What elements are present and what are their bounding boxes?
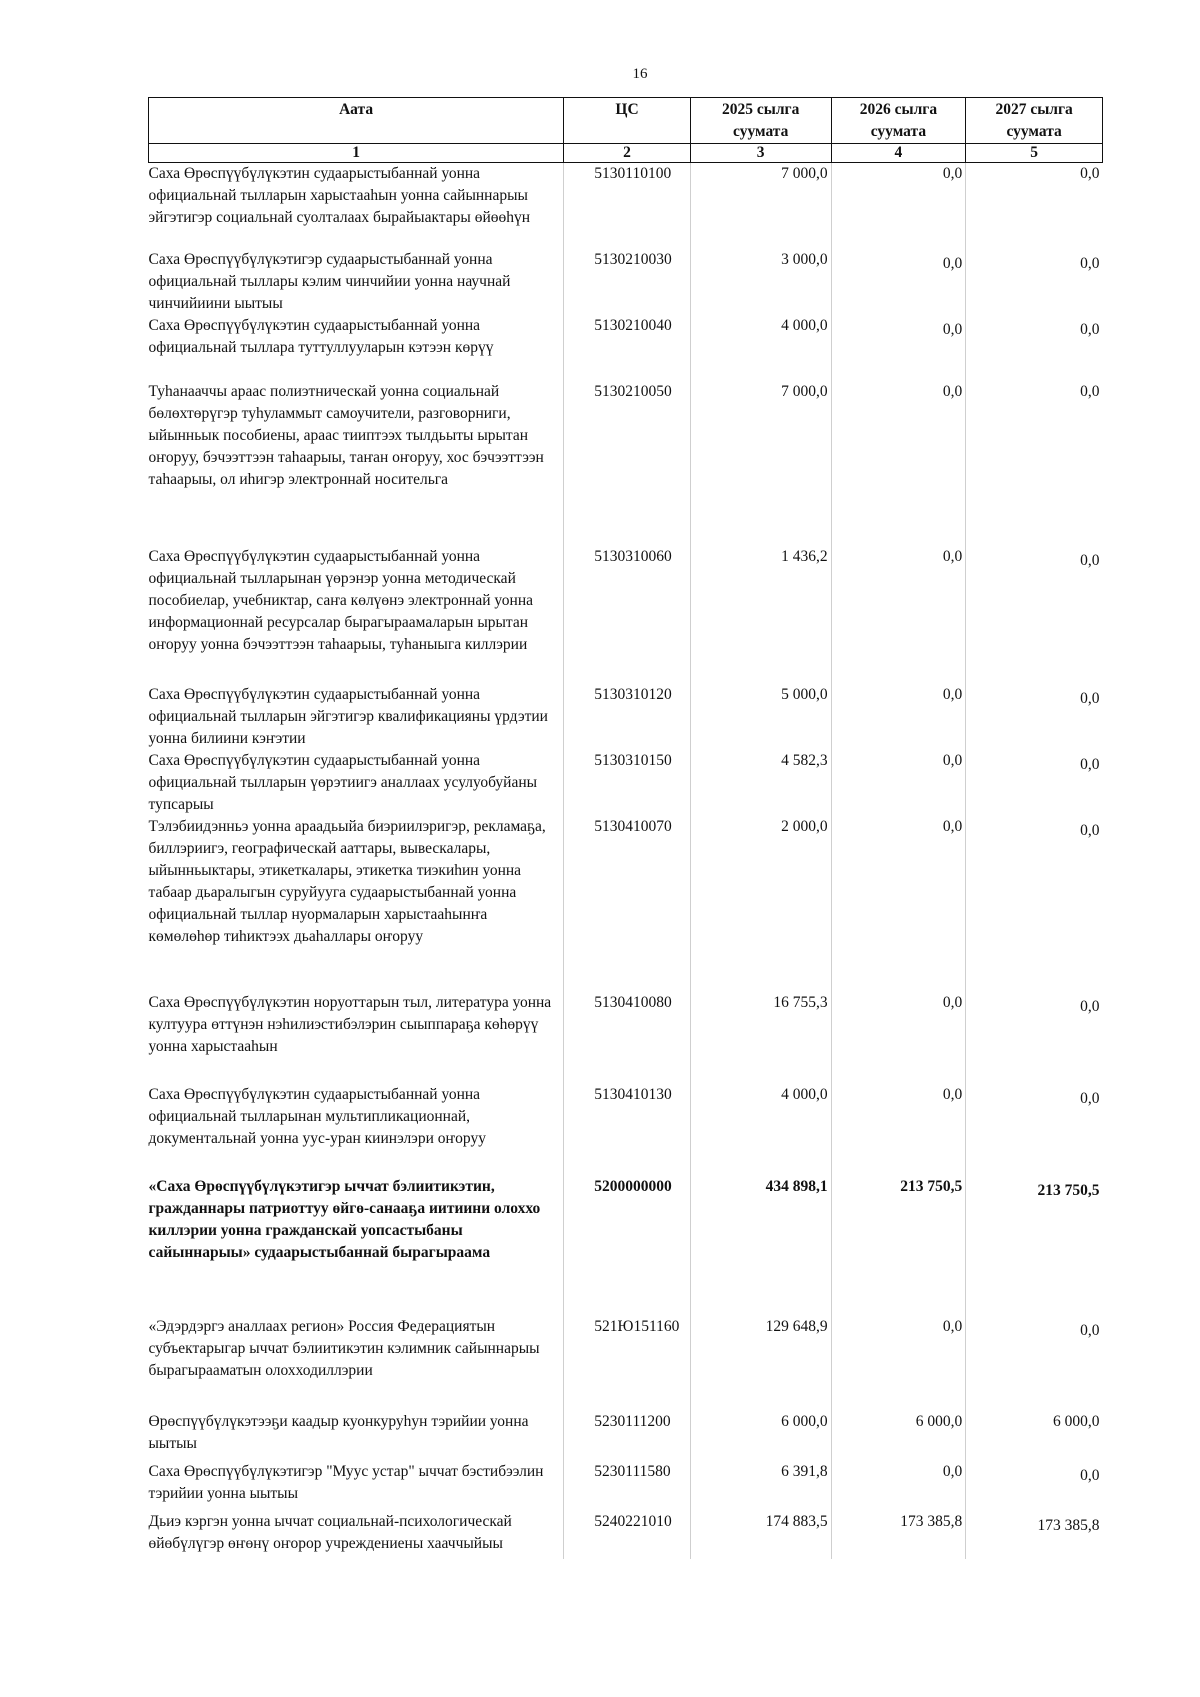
row-amount-2027: 0,0 bbox=[966, 816, 1103, 992]
table-row bbox=[149, 1176, 1103, 1316]
table-body bbox=[149, 163, 1103, 1559]
table-row bbox=[149, 1316, 1103, 1411]
row-name: Саха Өрөспүүбүлүкэтин судаарыстыбаннай уонна официальнай тылларын харыстааһын уонна сайыннарыы эйгэтигэр социальнай суолталаах бырайыактары өйөөһүн bbox=[148, 165, 531, 226]
header-code: ЦС bbox=[564, 98, 691, 144]
row-amount-2027: 0,0 bbox=[966, 992, 1103, 1084]
table-row bbox=[149, 750, 1103, 816]
row-amount-2025: 6 391,8 bbox=[690, 1461, 831, 1511]
row-amount-2025: 3 000,0 bbox=[690, 249, 831, 315]
row-amount-2025: 4 000,0 bbox=[690, 1084, 831, 1176]
row-amount-2025: 7 000,0 bbox=[690, 381, 831, 546]
row-name: Саха Өрөспүүбүлүкэтин судаарыстыбаннай уонна официальнай тылларын эйгэтигэр квалификацияны үрдэтии уонна билиини кэҥэтии bbox=[148, 685, 548, 747]
row-name: «Саха Өрөспүүбүлүкэтигэр ыччат бэлиитикэтин, гражданнары патриоттуу өйгө-санааҕа иитиини олоххо киллэрии уонна гражданскай уопсастыбаны сайыннарыы» судаарыстыбаннай бырагыраама bbox=[148, 1177, 541, 1261]
row-amount-2026: 0,0 bbox=[831, 546, 966, 684]
row-name: Туһанааччы араас полиэтническай уонна социальнай бөлөхтөрүгэр туһуламмыт самоучители, разговорниги, ыйынньык пособиены, араас тииптээх тылдьыты ырытан оҥоруу, бэчээттээн таһаарыы, таҥан оҥоруу, хос бэчээттээн таһаарыы, ол иһигэр электроннай носительга bbox=[148, 382, 544, 488]
header-year-2025: 2025 сылга суумата bbox=[690, 98, 831, 144]
column-number: 1 bbox=[149, 144, 564, 163]
row-amount-2025: 4 000,0 bbox=[690, 315, 831, 381]
row-code: 5130410130 bbox=[564, 1084, 691, 1176]
row-amount-2025: 16 755,3 bbox=[690, 992, 831, 1084]
row-amount-2026: 0,0 bbox=[831, 1084, 966, 1176]
row-amount-2027: 0,0 bbox=[966, 1316, 1103, 1411]
table-row bbox=[149, 1511, 1103, 1559]
row-amount-2026: 0,0 bbox=[831, 750, 966, 816]
row-name: «Эдэрдэргэ аналлаах регион» Россия Федерациятын субъектарыгар ыччат бэлиитикэтин кэлимник сайыннарыы бырагырааматын олохходиллэрии bbox=[148, 1317, 540, 1379]
table-row bbox=[149, 684, 1103, 750]
row-amount-2027: 0,0 bbox=[966, 684, 1103, 750]
budget-table bbox=[148, 97, 1103, 1559]
row-name: Саха Өрөспүүбүлүкэтин судаарыстыбаннай уонна официальнай тылларынан мультипликационнай, документальнай уонна уус-уран киинэлэри оҥоруу bbox=[148, 1085, 486, 1147]
row-code: 5130310060 bbox=[564, 546, 691, 684]
row-amount-2027: 6 000,0 bbox=[966, 1411, 1103, 1461]
row-name: Дьиэ кэргэн уонна ыччат социальнай-психологическай өйөбүлүгэр өҥөнү оҥорор учреждениены хааччыйыы bbox=[148, 1512, 512, 1552]
column-number: 2 bbox=[564, 144, 691, 163]
table-row bbox=[149, 1084, 1103, 1176]
row-code: 5200000000 bbox=[564, 1176, 691, 1316]
row-amount-2027: 0,0 bbox=[966, 1084, 1103, 1176]
row-code: 5130210030 bbox=[564, 249, 691, 315]
row-name: Тэлэбиидэнньэ уонна араадьыйа биэриилэригэр, рекламаҕа, биллэриигэ, географическай ааттары, вывескалары, ыйынньыктары, этикеткалары, этикетка тиэкиһин уонна табаар дьаралыгын суруйууга судаарыстыбаннай уонна официальнай тыллар нуормаларын харыстааһынҥа көмөлөһөр тиһиктээх дьаһаллары оҥоруу bbox=[148, 817, 546, 945]
row-amount-2026: 173 385,8 bbox=[831, 1511, 966, 1559]
row-code: 5130110100 bbox=[564, 163, 691, 249]
row-code: 5240221010 bbox=[564, 1511, 691, 1559]
row-amount-2026: 0,0 bbox=[831, 315, 966, 381]
row-name: Саха Өрөспүүбүлүкэтин норуоттарын тыл, литература уонна култуура өттүнэн нэһилиэстибэлэрин сыыппараҕа көһөрүү уонна харыстааһын bbox=[148, 993, 552, 1055]
row-amount-2027: 0,0 bbox=[966, 381, 1103, 546]
header-year-2027: 2027 сылга суумата bbox=[966, 98, 1103, 144]
row-amount-2027: 0,0 bbox=[966, 546, 1103, 684]
row-code: 5130210040 bbox=[564, 315, 691, 381]
row-code: 5230111200 bbox=[564, 1411, 691, 1461]
table-row bbox=[149, 315, 1103, 381]
table-row bbox=[149, 816, 1103, 992]
row-code: 521Ю151160 bbox=[564, 1316, 691, 1411]
page-number: 16 bbox=[632, 66, 648, 82]
row-amount-2026: 0,0 bbox=[831, 249, 966, 315]
table-row bbox=[149, 381, 1103, 546]
row-amount-2026: 0,0 bbox=[831, 163, 966, 249]
row-code: 5130310120 bbox=[564, 684, 691, 750]
header-year-2026: 2026 сылга суумата bbox=[831, 98, 966, 144]
row-amount-2027: 0,0 bbox=[966, 1461, 1103, 1511]
row-amount-2025: 1 436,2 bbox=[690, 546, 831, 684]
column-number: 3 bbox=[690, 144, 831, 163]
row-amount-2026: 6 000,0 bbox=[831, 1411, 966, 1461]
row-amount-2027: 0,0 bbox=[966, 249, 1103, 315]
row-name: Саха Өрөспүүбүлүкэтин судаарыстыбаннай уонна официальнай тыллара туттуллууларын кэтээн көрүү bbox=[148, 316, 494, 356]
table-row bbox=[149, 1411, 1103, 1461]
row-name: Саха Өрөспүүбүлүкэтин судаарыстыбаннай уонна официальнай тылларынан үөрэнэр уонна методическай пособиелар, учебниктар, саҥа көлүөнэ электроннай уонна информационнай ресурсалар бырагыраамаларын ырытан оҥоруу уонна бэчээттээн таһаарыы, туһаныыга киллэрии bbox=[148, 547, 534, 653]
row-name: Саха Өрөспүүбүлүкэтигэр судаарыстыбаннай уонна официальнай тыллары кэлим чинчийии уонна научнай чинчийиини ыытыы bbox=[148, 250, 511, 312]
row-amount-2025: 7 000,0 bbox=[690, 163, 831, 249]
row-amount-2027: 0,0 bbox=[966, 163, 1103, 249]
row-code: 5230111580 bbox=[564, 1461, 691, 1511]
row-amount-2027: 213 750,5 bbox=[966, 1176, 1103, 1316]
row-name: Өрөспүүбүлүкэтээҕи каадыр куонкуруһун тэрийии уонна ыытыы bbox=[148, 1412, 529, 1452]
table-row bbox=[149, 1461, 1103, 1511]
row-amount-2026: 0,0 bbox=[831, 816, 966, 992]
table-row bbox=[149, 992, 1103, 1084]
table-row bbox=[149, 163, 1103, 249]
row-amount-2026: 213 750,5 bbox=[831, 1176, 966, 1316]
header-name: Аата bbox=[149, 98, 564, 144]
column-number: 4 bbox=[831, 144, 966, 163]
row-name: Саха Өрөспүүбүлүкэтин судаарыстыбаннай уонна официальнай тылларын үөрэтиигэ аналлаах усулуобуйаны тупсарыы bbox=[148, 751, 538, 813]
table-row bbox=[149, 249, 1103, 315]
row-code: 5130310150 bbox=[564, 750, 691, 816]
row-amount-2027: 0,0 bbox=[966, 315, 1103, 381]
row-amount-2026: 0,0 bbox=[831, 1461, 966, 1511]
row-amount-2026: 0,0 bbox=[831, 381, 966, 546]
row-amount-2025: 4 582,3 bbox=[690, 750, 831, 816]
row-amount-2025: 174 883,5 bbox=[690, 1511, 831, 1559]
row-name: Саха Өрөспүүбүлүкэтигэр "Муус устар" ыччат бэстибээлин тэрийии уонна ыытыы bbox=[148, 1462, 544, 1502]
row-amount-2026: 0,0 bbox=[831, 1316, 966, 1411]
row-amount-2027: 0,0 bbox=[966, 750, 1103, 816]
row-amount-2025: 5 000,0 bbox=[690, 684, 831, 750]
row-amount-2027: 173 385,8 bbox=[966, 1511, 1103, 1559]
row-amount-2026: 0,0 bbox=[831, 684, 966, 750]
column-number: 5 bbox=[966, 144, 1103, 163]
row-code: 5130410080 bbox=[564, 992, 691, 1084]
row-amount-2026: 0,0 bbox=[831, 992, 966, 1084]
table-header bbox=[149, 98, 1103, 163]
row-amount-2025: 2 000,0 bbox=[690, 816, 831, 992]
row-amount-2025: 434 898,1 bbox=[690, 1176, 831, 1316]
row-amount-2025: 129 648,9 bbox=[690, 1316, 831, 1411]
row-code: 5130410070 bbox=[564, 816, 691, 992]
row-amount-2025: 6 000,0 bbox=[690, 1411, 831, 1461]
row-code: 5130210050 bbox=[564, 381, 691, 546]
table-row bbox=[149, 546, 1103, 684]
